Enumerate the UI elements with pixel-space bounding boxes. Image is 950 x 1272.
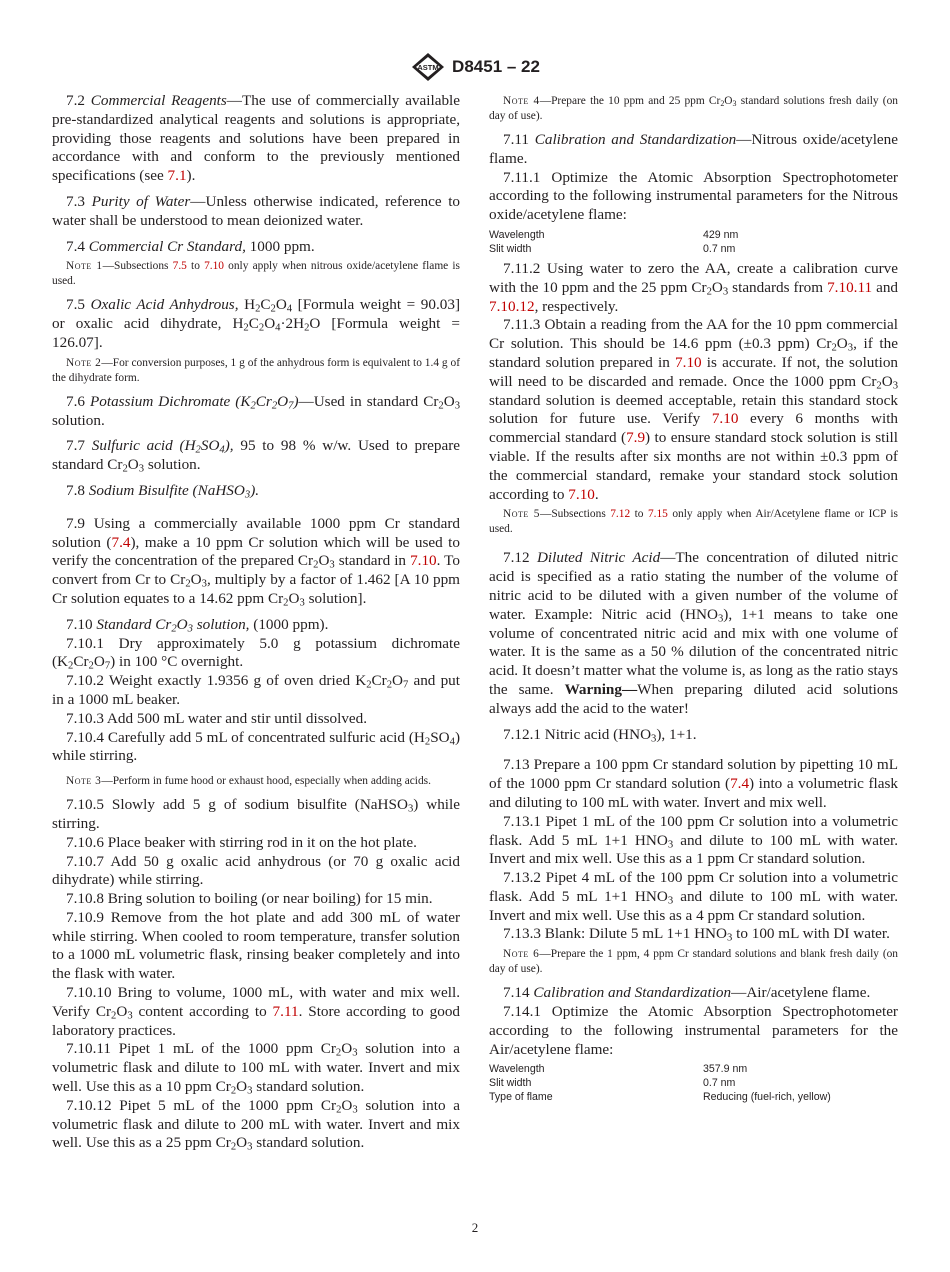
warning-label: Warning— bbox=[564, 680, 638, 698]
param-value: Reducing (fuel-rich, yellow) bbox=[703, 1091, 831, 1104]
ref-7-10-c[interactable]: 7.10 bbox=[675, 353, 702, 371]
section-7-10-2: 7.10.2 Weight exactly 1.9356 g of oven dried $K_2Cr_2O_7$ and put in a 1000 mL beaker. bbox=[52, 672, 460, 708]
ref-7-10-d[interactable]: 7.10 bbox=[711, 410, 739, 428]
param-value: 0.7 nm bbox=[703, 1077, 736, 1090]
ref-7-4[interactable]: 7.4 bbox=[111, 533, 131, 551]
section-7-10-4: 7.10.4 Carefully add 5 mL of concentrated sulfuric acid $(H_2SO_4)$ while stirring. bbox=[52, 728, 460, 765]
section-7-6: 7.6 Potassium Dichromate $(K_2Cr_2O_7)—Used$ in standard $Cr_2O_3$ solution. bbox=[52, 392, 460, 429]
section-7-10: 7.10 Standard $Cr_2O_3$ solution, (1000 ppm). bbox=[66, 615, 329, 635]
ref-7-1[interactable]: 7.1 bbox=[167, 167, 187, 185]
astm-logo-text: ASTM bbox=[417, 63, 439, 72]
ref-7-10-11[interactable]: 7.10.11 bbox=[827, 278, 873, 296]
document-id: D8451 – 22 bbox=[452, 57, 540, 76]
section-7-9: 7.9 Using a commercially available 1000 ppm Cr standard solution (7.4), make a 10 ppm Cr solution which will be used to verify the concentration of the prepared $Cr_2O_3$ standard in 7.10. To convert from Cr to $Cr_2O_3$, multiply by a factor of 1.462 [A 10 ppm Cr solution equates to a 14.62 ppm $Cr_2O_3$ solution]. bbox=[52, 514, 460, 609]
left-column bbox=[52, 92, 460, 1153]
astm-logo-icon bbox=[410, 52, 446, 82]
ref-7-15[interactable]: 7.15 bbox=[647, 508, 668, 521]
section-7-12-1: 7.12.1 Nitric acid $(HNO_3)$, 1+1. bbox=[503, 725, 697, 745]
section-7-10-8: 7.10.8 Bring solution to boiling (or near boiling) for 15 min. bbox=[66, 890, 433, 908]
section-7-10-5: 7.10.5 Slowly add 5 g of sodium bisulfite (NaHSO$_3$) while stirring. bbox=[52, 796, 460, 832]
section-7-5: 7.5 Oxalic Acid Anhydrous, $H_2C_2O_4$ [Formula weight = 90.03] or oxalic acid dihydrate, $H_2C_2O_4\cdot 2H_2O$ [Formula weight = 126.07]. bbox=[52, 296, 461, 351]
page-number: 2 bbox=[471, 1220, 479, 1235]
section-7-13-3: 7.13.3 Blank: Dilute 5 mL 1+1 $HNO_3$ to 100 mL with DI water. bbox=[503, 925, 890, 945]
section-7-13-1: 7.13.1 Pipet 1 mL of the 100 ppm Cr solution into a volumetric flask. Add 5 mL 1+1 $HNO_3$ and dilute to 100 mL with water. Invert and mix well. Use this as a 1 ppm Cr standard solution. bbox=[489, 812, 898, 868]
ref-7-5[interactable]: 7.5 bbox=[172, 260, 187, 273]
note-1: Note 1—Subsections 7.5 to 7.10 only apply when nitrous oxide/acetylene flame is used. bbox=[52, 260, 460, 288]
page-header bbox=[0, 52, 950, 82]
section-7-10-3: 7.10.3 Add 500 mL water and stir until dissolved. bbox=[66, 709, 368, 727]
ref-7-11[interactable]: 7.11 bbox=[272, 1002, 299, 1020]
params-air-acetylene bbox=[489, 1062, 898, 1104]
ref-7-10-b[interactable]: 7.10 bbox=[410, 552, 437, 570]
section-7-14-1: 7.14.1 Optimize the Atomic Absorption Spectrophotometer according to the following instrumental parameters for the Air/acetylene flame: bbox=[489, 1003, 898, 1058]
section-7-12: 7.12 Diluted Nitric Acid—The concentration of diluted nitric acid is specified as a ratio stating the number of the volume of nitric acid to be diluted with a given number of the volume of water. Example: Nitric acid $(HNO_3)$, 1+1 means to take one volume of concentrated nitric acid and mix with one volume of water. It is the same as a 50 % dilution of the concentrated nitric acid. It doesn’t matter what the volume is, as long as the ratio stays the same. Warning—When preparing diluted acid solutions always add the acid to the water! bbox=[489, 549, 898, 717]
note-5: Note 5—Subsections 7.12 to 7.15 only apply when Air/Acetylene flame or ICP is used. bbox=[489, 508, 898, 536]
section-7-8: 7.8 Sodium Bisulfite (NaHSO$_3$). bbox=[66, 481, 260, 501]
param-label: Type of flame bbox=[489, 1091, 553, 1104]
params-nitrous-oxide bbox=[489, 228, 898, 256]
section-7-10-10: 7.10.10 Bring to volume, 1000 mL, with water and mix well. Verify $Cr_2O_3$ content according to 7.11. Store according to good laboratory practices. bbox=[52, 984, 461, 1039]
param-label: Slit width bbox=[489, 242, 532, 255]
section-7-3: 7.3 Purity of Water—Unless otherwise indicated, reference to water shall be understood to mean deionized water. bbox=[52, 192, 461, 229]
param-label: Wavelength bbox=[489, 228, 545, 241]
param-value: 357.9 nm bbox=[703, 1063, 748, 1076]
param-label: Slit width bbox=[489, 1077, 532, 1090]
ref-7-9[interactable]: 7.9 bbox=[626, 429, 646, 447]
section-7-10-7: 7.10.7 Add 50 g oxalic acid anhydrous (or 70 g oxalic acid dihydrate) while stirring. bbox=[52, 852, 460, 889]
section-7-7: 7.7 Sulfuric acid $(H_2SO_4)$, 95 to 98 % w/w. Used to prepare standard $Cr_2O_3$ solution. bbox=[52, 437, 461, 475]
ref-7-10[interactable]: 7.10 bbox=[204, 260, 224, 273]
param-label: Wavelength bbox=[489, 1063, 545, 1076]
ref-7-10-12[interactable]: 7.10.12 bbox=[489, 297, 535, 315]
section-7-11: 7.11 Calibration and Standardization—Nitrous oxide/acetylene flame. bbox=[489, 131, 899, 167]
section-7-10-9: 7.10.9 Remove from the hot plate and add 300 mL of water while stirring. When cooled to room temperature, transfer solution to a 1000 mL volumetric flask, rinsing beaker completely and into the flask with water. bbox=[52, 908, 460, 983]
section-7-10-1: 7.10.1 Dry approximately 5.0 g potassium dichromate $(K_2Cr_2O_7)$ in 100 °C overnight. bbox=[52, 634, 460, 672]
section-7-10-11: 7.10.11 Pipet 1 mL of the 1000 ppm $Cr_2O_3$ solution into a volumetric flask and dilute to 100 mL with water. Invert and mix well. Use this as a 10 ppm $Cr_2O_3$ standard solution. bbox=[52, 1040, 461, 1097]
right-column bbox=[489, 94, 898, 1108]
section-7-13: 7.13 Prepare a 100 ppm Cr standard solution by pipetting 10 mL of the 1000 ppm Cr standard solution (7.4) into a volumetric flask and diluting to 100 mL with water. Invert and mix well. bbox=[489, 756, 898, 811]
param-value: 429 nm bbox=[703, 228, 739, 241]
ref-7-4-b[interactable]: 7.4 bbox=[730, 775, 750, 793]
section-7-2: 7.2 Commercial Reagents—The use of commercially available pre-standardized analytical reagents and solutions is appropriate, providing those reagents and solutions have been prepared in accordance with and conform to the previously mentioned specifications (see 7.1). bbox=[52, 92, 461, 185]
section-7-4: 7.4 Commercial Cr Standard, 1000 ppm. bbox=[66, 237, 315, 255]
param-value: 0.7 nm bbox=[703, 242, 736, 255]
note-6: Note 6—Prepare the 1 ppm, 4 ppm Cr standard solutions and blank fresh daily (on day of use). bbox=[489, 948, 898, 976]
section-7-11-1: 7.11.1 Optimize the Atomic Absorption Spectrophotometer according to the following instrumental parameters for the Nitrous oxide/acetylene flame: bbox=[489, 168, 898, 224]
ref-7-10-e[interactable]: 7.10 bbox=[568, 485, 595, 503]
section-7-10-12: 7.10.12 Pipet 5 mL of the 1000 ppm $Cr_2O_3$ solution into a volumetric flask and dilute to 200 mL with water. Invert and mix well. Use this as a 25 ppm $Cr_2O_3$ standard solution. bbox=[52, 1096, 460, 1154]
section-7-11-3: 7.11.3 Obtain a reading from the AA for the 10 ppm commercial Cr solution. This should be 14.6 ppm (±0.3 ppm) $Cr_2O_3$, if the standard solution prepared in 7.10 is accurate. If not, the solution will need to be discarded and remade. Once the 1000 ppm $Cr_2O_3$ standard solution is deemed acceptable, retain this standard stock solution for future use. Verify 7.10 every 6 months with commercial standard (7.9) to ensure standard stock solution is still viable. If the results after six months are not within ±0.3 ppm of the commercial standard, remake your standard stock solution according to 7.10. bbox=[489, 316, 899, 503]
note-3: Note 3—Perform in fume hood or exhaust hood, especially when adding acids. bbox=[66, 775, 431, 788]
note-2: Note 2—For conversion purposes, 1 g of the anhydrous form is equivalent to 1.4 g of the dihydrate form. bbox=[52, 356, 460, 384]
section-7-10-6: 7.10.6 Place beaker with stirring rod in it on the hot plate. bbox=[66, 833, 417, 851]
ref-7-12[interactable]: 7.12 bbox=[610, 508, 631, 521]
section-7-11-2: 7.11.2 Using water to zero the AA, create a calibration curve with the 10 ppm and the 25 ppm $Cr_2O_3$ standards from 7.10.11 and 7.10.12, respectively. bbox=[489, 259, 899, 315]
note-4: Note 4—Prepare the 10 ppm and 25 ppm $Cr_2O_3$ standard solutions fresh daily (on day of use). bbox=[489, 95, 898, 122]
section-7-14: 7.14 Calibration and Standardization—Air/acetylene flame. bbox=[503, 984, 871, 1002]
section-7-13-2: 7.13.2 Pipet 4 mL of the 100 ppm Cr solution into a volumetric flask. Add 5 mL 1+1 $HNO_3$ and dilute to 100 mL with water. Invert and mix well. Use this as a 4 ppm Cr standard solution. bbox=[489, 869, 898, 924]
